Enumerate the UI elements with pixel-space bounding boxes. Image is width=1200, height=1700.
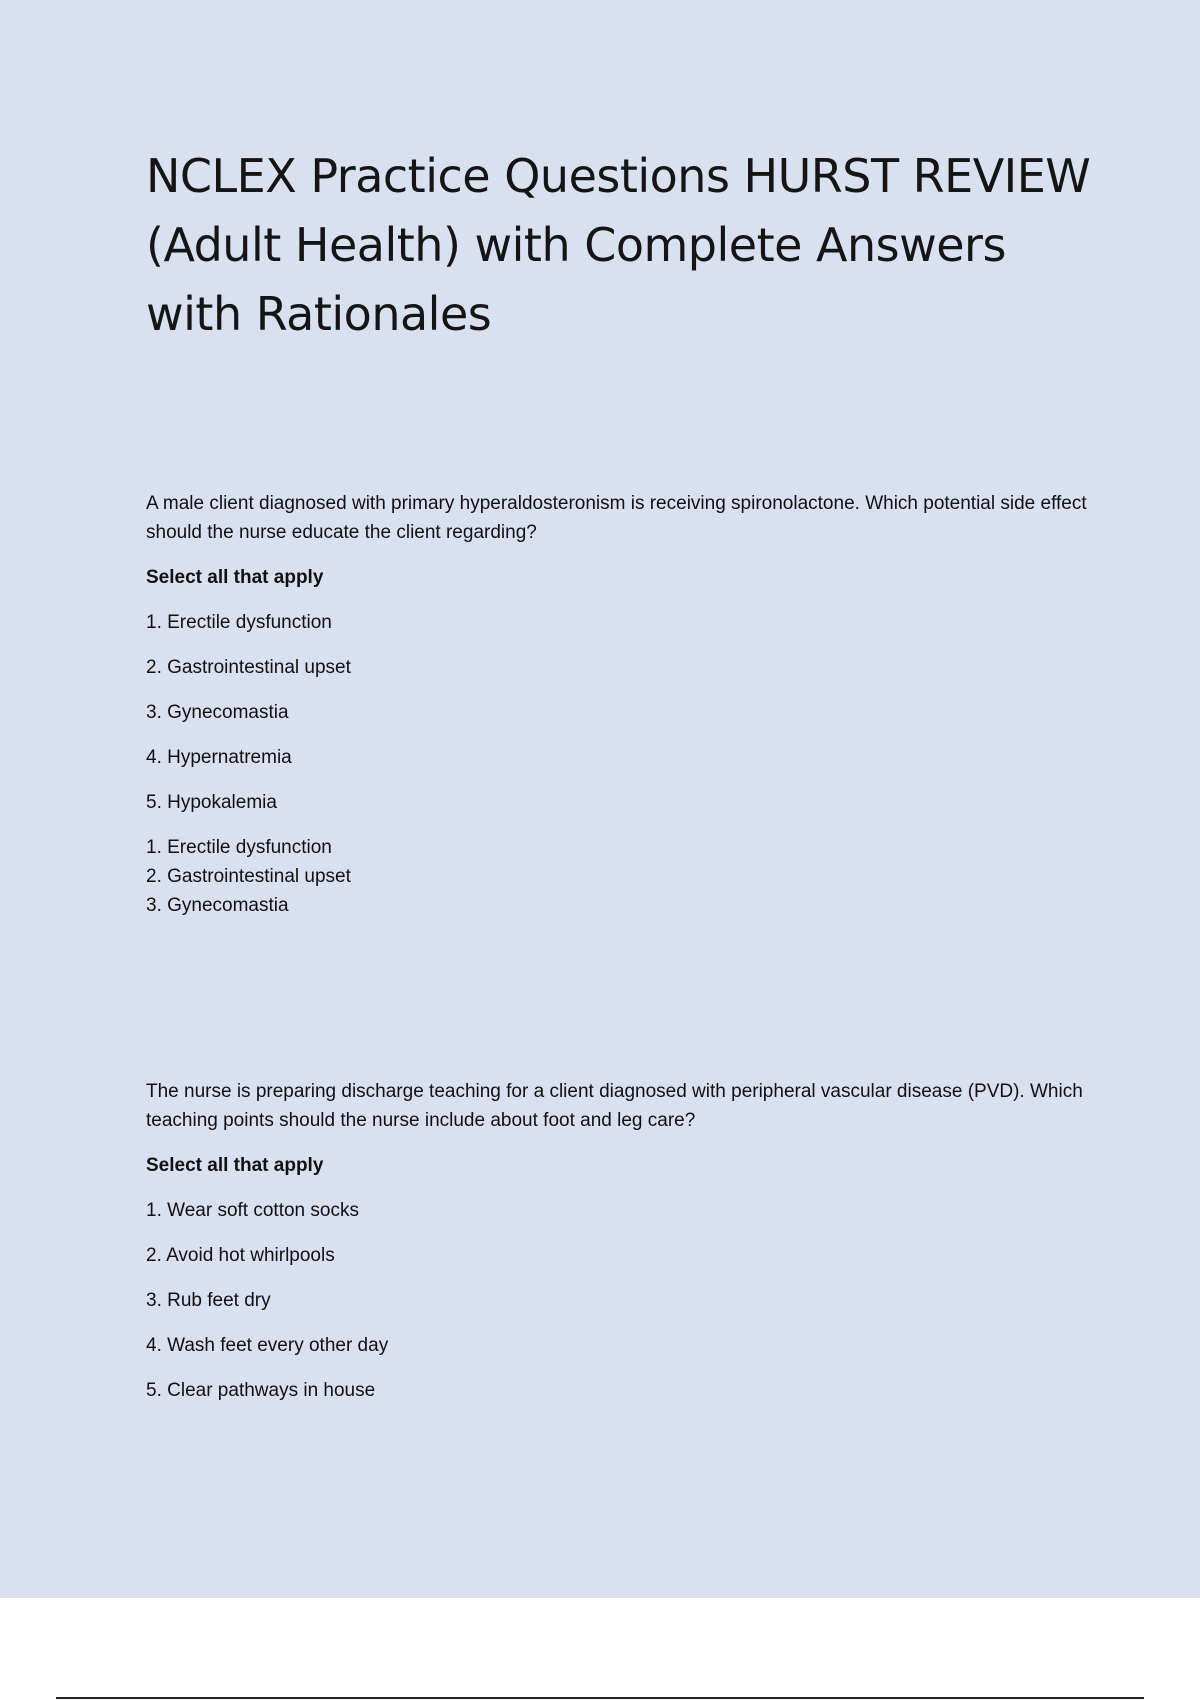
answer-option: 2. Gastrointestinal upset xyxy=(146,657,351,678)
question-1 xyxy=(146,489,1096,920)
question-text: A male client diagnosed with primary hyperaldosteronism is receiving spironolactone. Which potential side effect should the nurse educate the client regarding? xyxy=(146,493,1087,543)
select-all-instruction: Select all that apply xyxy=(146,1155,324,1176)
answer-option: 5. Clear pathways in house xyxy=(146,1380,376,1401)
answer-option: 5. Hypokalemia xyxy=(146,792,277,813)
answer-option: 2. Avoid hot whirlpools xyxy=(146,1245,335,1266)
answer-option: 3. Gynecomastia xyxy=(146,702,289,723)
answer-option: 3. Rub feet dry xyxy=(146,1290,271,1311)
footer-divider xyxy=(56,1697,1144,1699)
correct-answer: 3. Gynecomastia xyxy=(146,895,289,916)
correct-answer: 2. Gastrointestinal upset xyxy=(146,866,351,887)
correct-answer: 1. Erectile dysfunction xyxy=(146,837,332,858)
answer-key xyxy=(146,833,1096,920)
question-text: The nurse is preparing discharge teaching for a client diagnosed with peripheral vascular disease (PVD). Which teaching points should the nurse include about foot and leg care? xyxy=(146,1081,1083,1131)
answer-option: 1. Wear soft cotton socks xyxy=(146,1200,359,1221)
question-2 xyxy=(146,1077,1096,1405)
answer-option: 4. Hypernatremia xyxy=(146,747,292,768)
answer-option: 4. Wash feet every other day xyxy=(146,1335,389,1356)
select-all-instruction: Select all that apply xyxy=(146,567,324,588)
answer-option: 1. Erectile dysfunction xyxy=(146,612,332,633)
document-title: NCLEX Practice Questions HURST REVIEW (Adult Health) with Complete Answers with Rationales xyxy=(146,149,1091,341)
